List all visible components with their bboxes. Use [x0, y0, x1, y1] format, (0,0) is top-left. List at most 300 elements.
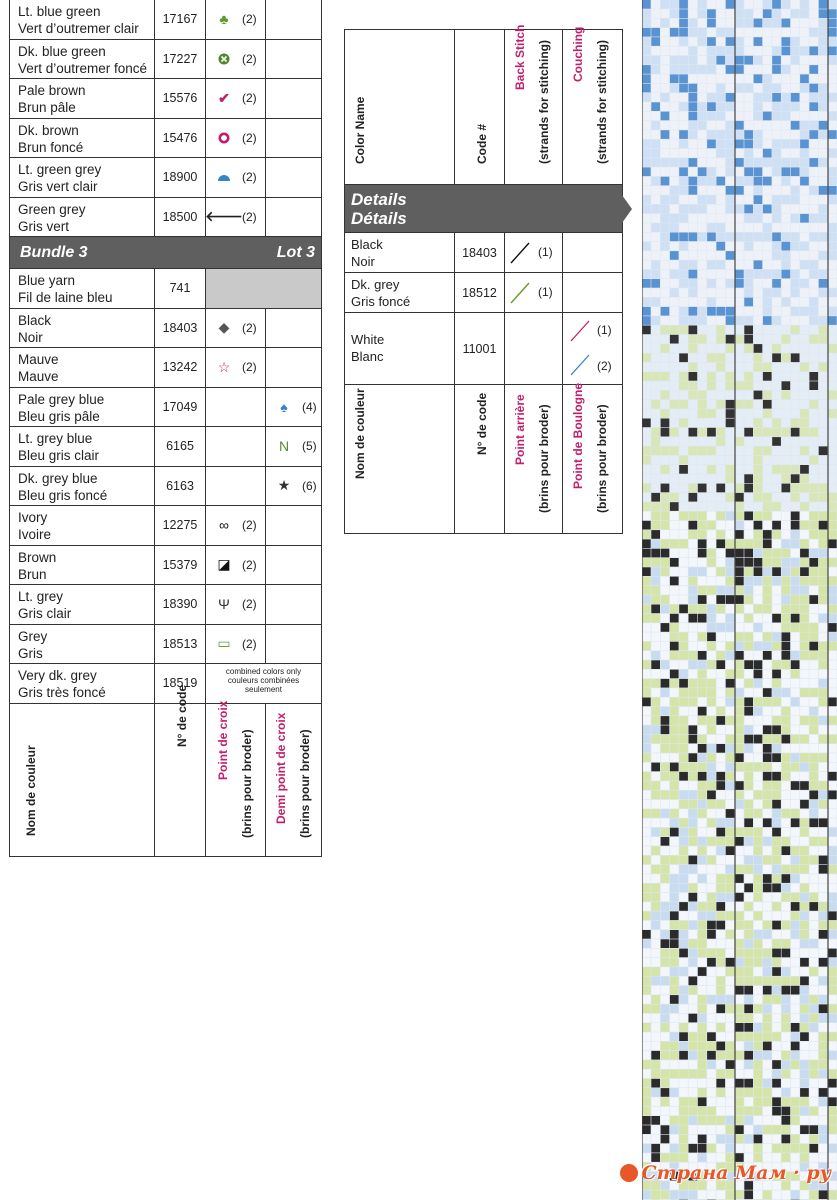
- chart-cell: [679, 363, 688, 372]
- chart-cell: [763, 1107, 772, 1116]
- chart-cell: [791, 623, 800, 632]
- chart-cell: [716, 688, 725, 697]
- chart-cell: [642, 512, 651, 521]
- chart-cell: [735, 1051, 744, 1060]
- chart-cell: [800, 939, 809, 948]
- chart-cell: [661, 921, 670, 930]
- chart-cell: [689, 1032, 698, 1041]
- chart-cell: [735, 986, 744, 995]
- chart-cell: [679, 428, 688, 437]
- chart-cell: [791, 47, 800, 56]
- chart-cell: [651, 1135, 660, 1144]
- chart-cell: [651, 856, 660, 865]
- chart-cell: [735, 177, 744, 186]
- chart-cell: [689, 605, 698, 614]
- chart-cell: [698, 614, 707, 623]
- chart-cell: [670, 967, 679, 976]
- chart-cell: [772, 744, 781, 753]
- chart-cell: [735, 353, 744, 362]
- chart-cell: [661, 65, 670, 74]
- chart-cell: [744, 484, 753, 493]
- chart-cell: [661, 288, 670, 297]
- chart-cell: [716, 1042, 725, 1051]
- chart-cell: [735, 846, 744, 855]
- chart-cell: [800, 9, 809, 18]
- chart-cell: [698, 977, 707, 986]
- chart-cell: [744, 47, 753, 56]
- chart-cell: [679, 577, 688, 586]
- chart-cell: [791, 9, 800, 18]
- chart-cell: [689, 409, 698, 418]
- col-header-code: N° de code: [175, 684, 189, 747]
- chart-cell: [661, 1042, 670, 1051]
- chart-cell: [689, 660, 698, 669]
- chart-cell: [828, 939, 837, 948]
- chart-cell: [661, 177, 670, 186]
- chart-cell: [642, 818, 651, 827]
- chart-cell: [754, 698, 763, 707]
- chart-cell: [670, 1135, 679, 1144]
- chart-cell: [726, 725, 735, 734]
- chart-cell: [726, 140, 735, 149]
- chart-cell: [689, 84, 698, 93]
- chart-cell: [772, 409, 781, 418]
- chart-cell: [763, 1032, 772, 1041]
- chart-cell: [800, 679, 809, 688]
- chart-cell: [642, 893, 651, 902]
- chart-cell: [828, 698, 837, 707]
- chart-cell: [809, 791, 818, 800]
- chart-cell: [809, 818, 818, 827]
- chart-cell: [670, 539, 679, 548]
- chart-cell: [698, 56, 707, 65]
- chart-cell: [800, 344, 809, 353]
- chart-cell: [754, 512, 763, 521]
- chart-cell: [726, 493, 735, 502]
- chart-cell: [698, 716, 707, 725]
- chart-cell: [735, 37, 744, 46]
- chart-cell: [744, 791, 753, 800]
- chart-cell: [642, 744, 651, 753]
- color-name-fr: Ivoire: [18, 527, 52, 542]
- chart-cell: [800, 400, 809, 409]
- chart-cell: [828, 298, 837, 307]
- chart-cell: [716, 391, 725, 400]
- chart-cell: [716, 623, 725, 632]
- pointer-tab: [622, 195, 632, 223]
- chart-cell: [698, 1023, 707, 1032]
- chart-cell: [726, 0, 735, 9]
- chart-cell: [642, 186, 651, 195]
- chart-cell: [707, 707, 716, 716]
- chart-cell: [800, 391, 809, 400]
- chart-cell: [679, 74, 688, 83]
- chart-cell: [809, 837, 818, 846]
- chart-cell: [782, 158, 791, 167]
- chart-cell: [744, 735, 753, 744]
- chart-cell: [744, 502, 753, 511]
- chart-cell: [735, 1097, 744, 1106]
- chart-cell: [772, 223, 781, 232]
- chart-cell: [651, 214, 660, 223]
- chart-cell: [772, 372, 781, 381]
- chart-cell: [689, 28, 698, 37]
- chart-cell: [819, 344, 828, 353]
- chart-cell: [726, 930, 735, 939]
- chart-cell: [689, 456, 698, 465]
- chart-cell: [782, 995, 791, 1004]
- table-row: [10, 158, 321, 198]
- chart-cell: [791, 177, 800, 186]
- chart-cell: [772, 1107, 781, 1116]
- chart-cell: [735, 381, 744, 390]
- chart-cell: [716, 865, 725, 874]
- chart-cell: [707, 986, 716, 995]
- chart-cell: [819, 763, 828, 772]
- chart-cell: [651, 288, 660, 297]
- color-name-fr: Vert d’outremer foncé: [18, 60, 148, 76]
- chart-cell: [800, 1042, 809, 1051]
- chart-cell: [642, 623, 651, 632]
- chart-cell: [707, 512, 716, 521]
- chart-cell: [642, 856, 651, 865]
- chart-cell: [642, 958, 651, 967]
- chart-cell: [651, 1125, 660, 1134]
- chart-cell: [828, 539, 837, 548]
- chart-cell: [800, 800, 809, 809]
- chart-cell: [698, 707, 707, 716]
- chart-cell: [679, 270, 688, 279]
- chart-cell: [744, 995, 753, 1004]
- chart-cell: [670, 9, 679, 18]
- chart-cell: [828, 800, 837, 809]
- chart-cell: [716, 409, 725, 418]
- chart-cell: [651, 279, 660, 288]
- chart-cell: [735, 363, 744, 372]
- chart-cell: [800, 921, 809, 930]
- chart-cell: [651, 837, 660, 846]
- chart-cell: [800, 977, 809, 986]
- chart-cell: [698, 893, 707, 902]
- chart-cell: [744, 753, 753, 762]
- chart-cell: [661, 437, 670, 446]
- chart-cell: [698, 428, 707, 437]
- ring-icon: [214, 132, 234, 144]
- chart-cell: [772, 205, 781, 214]
- chart-cell: [651, 558, 660, 567]
- chart-cell: [772, 344, 781, 353]
- chart-cell: [679, 1153, 688, 1162]
- chart-cell: [809, 512, 818, 521]
- chart-cell: [661, 977, 670, 986]
- chart-cell: [670, 809, 679, 818]
- chart-cell: [819, 632, 828, 641]
- chart-cell: [679, 688, 688, 697]
- chart-cell: [809, 465, 818, 474]
- chart-cell: [763, 363, 772, 372]
- chart-cell: [689, 1004, 698, 1013]
- chart-cell: [782, 753, 791, 762]
- chart-cell: [819, 428, 828, 437]
- chart-cell: [698, 214, 707, 223]
- chart-cell: [782, 800, 791, 809]
- chart-cell: [809, 1004, 818, 1013]
- chart-cell: [689, 112, 698, 121]
- chart-cell: [763, 521, 772, 530]
- chart-cell: [651, 1144, 660, 1153]
- chart-cell: [679, 670, 688, 679]
- chart-cell: [689, 856, 698, 865]
- chart-cell: [698, 865, 707, 874]
- chart-cell: [791, 288, 800, 297]
- chart-cell: [819, 818, 828, 827]
- chart-cell: [661, 1014, 670, 1023]
- chart-cell: [735, 530, 744, 539]
- chart-cell: [642, 214, 651, 223]
- chart-cell: [679, 1116, 688, 1125]
- chart-cell: [819, 1023, 828, 1032]
- chart-cell: [707, 326, 716, 335]
- chart-cell: [791, 130, 800, 139]
- chart-cell: [800, 372, 809, 381]
- chart-cell: [707, 735, 716, 744]
- chart-cell: [800, 335, 809, 344]
- chart-cell: [651, 1004, 660, 1013]
- chart-cell: [707, 530, 716, 539]
- chart-cell: [689, 1153, 698, 1162]
- chart-cell: [763, 1125, 772, 1134]
- chart-cell: [819, 446, 828, 455]
- chart-cell: [828, 428, 837, 437]
- chart-cell: [698, 949, 707, 958]
- chart-cell: [716, 595, 725, 604]
- chart-cell: [670, 837, 679, 846]
- chart-cell: [782, 837, 791, 846]
- table-row: [10, 585, 321, 625]
- chart-cell: [828, 902, 837, 911]
- chart-cell: [661, 1153, 670, 1162]
- chart-cell: [651, 530, 660, 539]
- chart-cell: [651, 251, 660, 260]
- chart-cell: [670, 744, 679, 753]
- chart-cell: [791, 121, 800, 130]
- chart-cell: [689, 772, 698, 781]
- chart-cell: [661, 716, 670, 725]
- chart-cell: [670, 167, 679, 176]
- chart-cell: [661, 698, 670, 707]
- chart-cell: [642, 1190, 651, 1199]
- chart-cell: [800, 1153, 809, 1162]
- chart-cell: [707, 1004, 716, 1013]
- chart-cell: [800, 893, 809, 902]
- chart-cell: [791, 577, 800, 586]
- chart-cell: [642, 939, 651, 948]
- chart-cell: [772, 316, 781, 325]
- chart-cell: [744, 781, 753, 790]
- chart-cell: [670, 800, 679, 809]
- chart-cell: [716, 1135, 725, 1144]
- chart-cell: [698, 102, 707, 111]
- chart-cell: [819, 158, 828, 167]
- chart-cell: [689, 474, 698, 483]
- chart-cell: [661, 102, 670, 111]
- chart-cell: [782, 37, 791, 46]
- chart-cell: [735, 474, 744, 483]
- chart-cell: [651, 391, 660, 400]
- chart-cell: [716, 958, 725, 967]
- chart-cell: [698, 512, 707, 521]
- chart-cell: [707, 577, 716, 586]
- chart-cell: [670, 1070, 679, 1079]
- chart-cell: [698, 270, 707, 279]
- chart-cell: [698, 177, 707, 186]
- chart-cell: [772, 605, 781, 614]
- chart-cell: [698, 744, 707, 753]
- chart-cell: [809, 177, 818, 186]
- chart-cell: [754, 1135, 763, 1144]
- chart-cell: [726, 298, 735, 307]
- chart-cell: [707, 781, 716, 790]
- chart-cell: [828, 28, 837, 37]
- chart-cell: [651, 167, 660, 176]
- chart-cell: [698, 921, 707, 930]
- chart-cell: [772, 326, 781, 335]
- chart-cell: [642, 1088, 651, 1097]
- chart-cell: [707, 1125, 716, 1134]
- chart-cell: [707, 753, 716, 762]
- chart-cell: [809, 1070, 818, 1079]
- chart-cell: [726, 623, 735, 632]
- chart-cell: [828, 121, 837, 130]
- chart-cell: [763, 437, 772, 446]
- chart-cell: [735, 1125, 744, 1134]
- chart-cell: [679, 456, 688, 465]
- chart-cell: [800, 484, 809, 493]
- chart-cell: [828, 809, 837, 818]
- chart-cell: [707, 1144, 716, 1153]
- chart-cell: [670, 419, 679, 428]
- chart-cell: [763, 660, 772, 669]
- chart-cell: [716, 521, 725, 530]
- color-name-en: Black: [18, 312, 52, 328]
- chart-cell: [744, 223, 753, 232]
- chart-cell: [791, 465, 800, 474]
- chart-cell: [772, 577, 781, 586]
- chart-cell: [809, 939, 818, 948]
- chart-cell: [791, 744, 800, 753]
- chart-cell: [800, 214, 809, 223]
- chart-cell: [689, 1079, 698, 1088]
- chart-cell: [809, 753, 818, 762]
- chart-cell: [819, 121, 828, 130]
- chart-cell: [726, 1079, 735, 1088]
- chart-cell: [661, 502, 670, 511]
- chart-cell: [800, 567, 809, 576]
- chart-cell: [754, 549, 763, 558]
- chart-cell: [707, 632, 716, 641]
- chart-cell: [800, 233, 809, 242]
- chart-cell: [642, 251, 651, 260]
- chart-cell: [828, 595, 837, 604]
- chart-cell: [698, 149, 707, 158]
- chart-cell: [642, 549, 651, 558]
- chart-cell: [791, 521, 800, 530]
- chart-cell: [754, 781, 763, 790]
- chart-cell: [791, 837, 800, 846]
- chart-cell: [716, 1070, 725, 1079]
- chart-cell: [800, 632, 809, 641]
- chart-cell: [782, 698, 791, 707]
- chart-cell: [828, 1023, 837, 1032]
- chart-cell: [735, 874, 744, 883]
- chart-cell: [754, 632, 763, 641]
- chart-cell: [661, 47, 670, 56]
- chart-cell: [791, 893, 800, 902]
- chart-cell: [670, 679, 679, 688]
- chart-cell: [791, 493, 800, 502]
- chart-cell: [819, 660, 828, 669]
- chart-cell: [744, 567, 753, 576]
- chart-cell: [754, 37, 763, 46]
- chart-cell: [726, 1107, 735, 1116]
- chart-cell: [772, 1190, 781, 1199]
- chart-cell: [651, 372, 660, 381]
- cross-stitch-symbol-icon: ∞: [219, 517, 229, 534]
- chart-cell: [661, 735, 670, 744]
- chart-cell: [754, 260, 763, 269]
- table-row: [10, 40, 321, 80]
- chart-cell: [726, 502, 735, 511]
- chart-cell: [707, 344, 716, 353]
- chart-cell: [828, 586, 837, 595]
- chart-cell: [754, 1088, 763, 1097]
- chart-cell: [642, 223, 651, 232]
- chart-cell: [735, 140, 744, 149]
- chart-cell: [735, 707, 744, 716]
- chart-cell: [689, 1116, 698, 1125]
- chart-cell: [735, 651, 744, 660]
- chart-cell: [782, 781, 791, 790]
- color-name-en: Grey: [18, 628, 48, 644]
- chart-cell: [698, 242, 707, 251]
- chart-cell: [809, 846, 818, 855]
- chart-cell: [726, 651, 735, 660]
- chart-cell: [735, 0, 744, 9]
- chart-cell: [642, 381, 651, 390]
- chart-cell: [744, 911, 753, 920]
- chart-cell: [772, 130, 781, 139]
- chart-cell: [726, 781, 735, 790]
- chart-cell: [763, 233, 772, 242]
- chart-cell: [754, 233, 763, 242]
- chart-cell: [661, 763, 670, 772]
- chart-cell: [763, 298, 772, 307]
- chart-cell: [689, 428, 698, 437]
- chart-cell: [735, 1088, 744, 1097]
- chart-cell: [707, 744, 716, 753]
- chart-cell: [754, 0, 763, 9]
- chart-cell: [809, 502, 818, 511]
- chart-cell: [800, 865, 809, 874]
- chart-cell: [744, 1088, 753, 1097]
- chart-cell: [772, 893, 781, 902]
- chart-cell: [670, 670, 679, 679]
- chart-cell: [651, 521, 660, 530]
- chart-cell: [819, 539, 828, 548]
- chart-cell: [828, 19, 837, 28]
- chart-cell: [828, 130, 837, 139]
- chart-cell: [828, 167, 837, 176]
